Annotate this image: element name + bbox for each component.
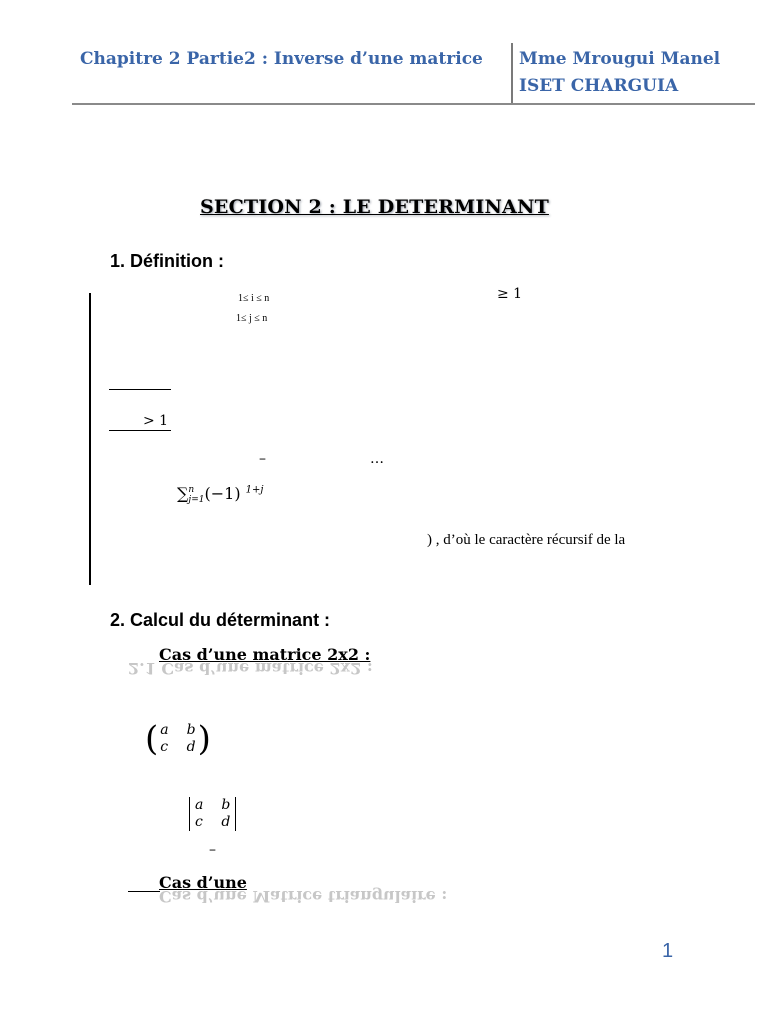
sum-lower: j=1 <box>188 494 205 505</box>
matrix-entry-b: b <box>186 722 196 738</box>
minus-sign: – <box>259 451 266 467</box>
case-2x2-reflection: 2.1 Cas d’une matrice 2x2 : <box>128 659 373 678</box>
case-other-title: Cas d’une <box>159 873 247 892</box>
case-other-reflection: Cas d’une Matrice triangulaire : <box>159 887 448 906</box>
geq-one: ≥ 1 <box>497 286 523 302</box>
definition-heading <box>110 251 224 272</box>
left-bar <box>189 797 190 831</box>
determinant-bars <box>186 797 239 831</box>
det-entry-d: d <box>221 814 231 830</box>
calcul-heading-text: Calcul du déterminant : <box>130 610 331 630</box>
det-entry-b: b <box>221 797 231 813</box>
calcul-heading-number: 2. <box>110 610 126 630</box>
case-other-rule <box>128 891 160 892</box>
det-entry-a: a <box>195 797 204 813</box>
section-title: SECTION 2 : LE DETERMINANT <box>200 196 549 218</box>
sum-exponent: 1+j <box>245 484 264 496</box>
header-author: Mme Mrougui Manel <box>519 49 721 69</box>
right-paren: ) <box>197 719 211 759</box>
page-number: 1 <box>662 940 674 962</box>
sum-symbol: ∑ <box>177 484 189 503</box>
sum-body: (−1) <box>204 484 241 503</box>
matrix-entry-c: c <box>160 739 169 755</box>
det-entry-c: c <box>195 814 203 830</box>
underline-gt-one <box>109 430 171 431</box>
case-2x2-title: Cas d’une matrice 2x2 : <box>159 645 371 664</box>
recursive-note: ) , d’où le caractère récursif de la <box>427 532 626 548</box>
matrix-entry-d: d <box>186 739 196 755</box>
sum-upper: n <box>188 484 195 495</box>
index-i-range: 1≤ i ≤ n <box>238 293 270 304</box>
header-divider <box>511 43 513 105</box>
right-bar <box>235 797 236 831</box>
sum-expression <box>177 484 264 505</box>
matrix-entry-a: a <box>160 722 169 738</box>
left-paren: ( <box>145 719 159 759</box>
header-rule <box>72 103 755 105</box>
det-minus: – <box>209 842 216 858</box>
definition-heading-text: Définition : <box>130 251 225 271</box>
definition-heading-number: 1. <box>110 251 126 271</box>
header-school: ISET CHARGUIA <box>519 76 679 96</box>
matrix-parentheses <box>145 719 211 759</box>
calcul-heading <box>110 610 330 631</box>
underline-blank <box>109 389 171 390</box>
index-j-range: 1≤ j ≤ n <box>236 313 268 324</box>
gt-one: > 1 <box>143 413 169 429</box>
definition-margin-bar <box>89 293 91 585</box>
ellipsis: … <box>370 451 384 467</box>
header-chapter-title: Chapitre 2 Partie2 : Inverse d’une matrice <box>80 49 483 69</box>
